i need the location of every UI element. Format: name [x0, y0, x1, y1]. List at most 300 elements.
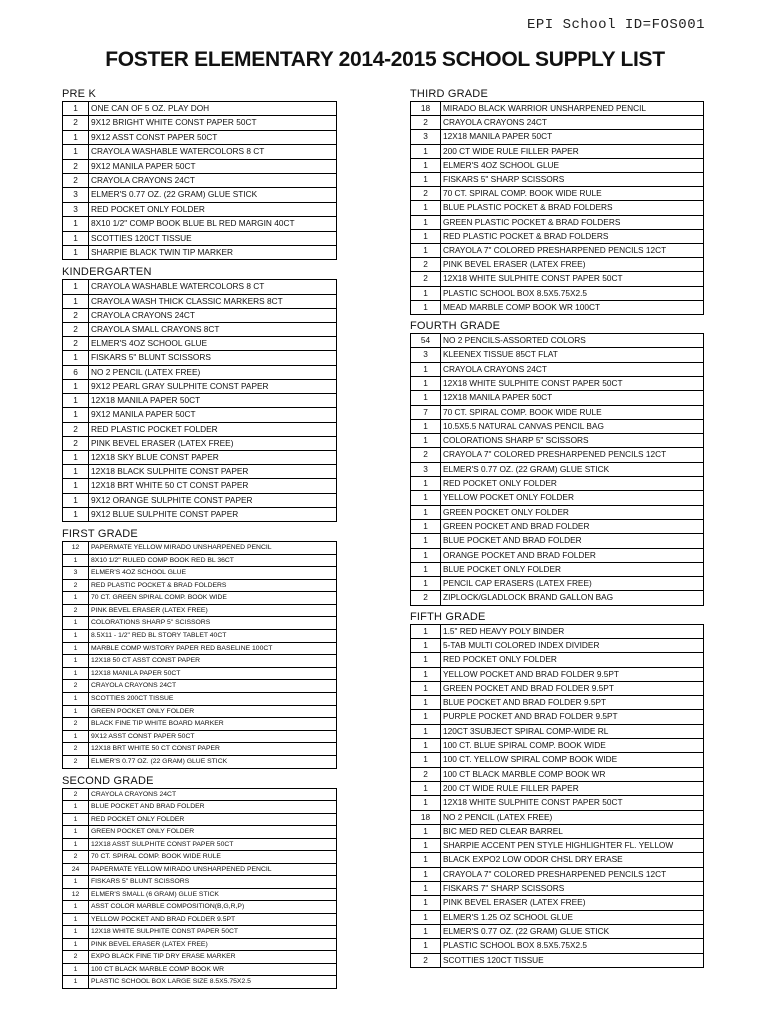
item-cell: BLUE PLASTIC POCKET & BRAD FOLDERS — [441, 201, 704, 215]
table-row — [411, 229, 704, 243]
table-row — [63, 604, 337, 617]
quantity-cell: 1 — [411, 724, 441, 738]
item-cell: 10.5X5.5 NATURAL CANVAS PENCIL BAG — [441, 419, 704, 433]
table-row — [411, 896, 704, 910]
table-row — [411, 882, 704, 896]
item-cell: FISKARS 7" SHARP SCISSORS — [441, 882, 704, 896]
section-second-grade — [62, 775, 337, 989]
table-row — [63, 592, 337, 605]
table-row — [63, 159, 337, 173]
quantity-cell: 1 — [63, 294, 89, 308]
item-cell: BLUE POCKET ONLY FOLDER — [441, 562, 704, 576]
item-cell: CRAYOLA 7" COLORED PRESHARPENED PENCILS 12CT — [441, 244, 704, 258]
item-cell: GREEN POCKET AND BRAD FOLDER 9.5PT — [441, 681, 704, 695]
table-row — [411, 102, 704, 116]
table-row — [411, 215, 704, 229]
quantity-cell: 1 — [63, 938, 89, 951]
item-cell: MEAD MARBLE COMP BOOK WR 100CT — [441, 300, 704, 314]
item-cell: 12X18 WHITE SULPHITE CONST PAPER 50CT — [441, 796, 704, 810]
table-row — [411, 462, 704, 476]
supply-table — [62, 279, 337, 521]
table-row — [63, 294, 337, 308]
quantity-cell: 2 — [63, 951, 89, 964]
item-cell: 12X18 ASST SULPHITE CONST PAPER 50CT — [89, 838, 337, 851]
item-cell: ORANGE POCKET AND BRAD FOLDER — [441, 548, 704, 562]
left-column — [62, 88, 337, 989]
item-cell: 12X18 MANILA PAPER 50CT — [89, 394, 337, 408]
table-row — [411, 348, 704, 362]
quantity-cell: 1 — [411, 391, 441, 405]
item-cell: PINK BEVEL ERASER (LATEX FREE) — [89, 436, 337, 450]
item-cell: 9X12 ASST CONST PAPER 50CT — [89, 130, 337, 144]
quantity-cell: 2 — [411, 591, 441, 605]
item-cell: 8.5X11 - 1/2" RED BL STORY TABLET 40CT — [89, 630, 337, 643]
quantity-cell: 1 — [411, 491, 441, 505]
table-row — [411, 910, 704, 924]
item-cell: PLASTIC SCHOOL BOX 8.5X5.75X2.5 — [441, 286, 704, 300]
quantity-cell: 1 — [63, 876, 89, 889]
school-id: EPI School ID=FOS001 — [526, 17, 705, 33]
quantity-cell: 1 — [411, 939, 441, 953]
table-row — [411, 667, 704, 681]
table-row — [411, 624, 704, 638]
item-cell: 100 CT. YELLOW SPIRAL COMP BOOK WIDE — [441, 753, 704, 767]
item-cell: 9X12 BLUE SULPHITE CONST PAPER — [89, 507, 337, 521]
quantity-cell: 1 — [411, 173, 441, 187]
table-row — [63, 174, 337, 188]
quantity-cell: 2 — [63, 436, 89, 450]
quantity-cell: 1 — [63, 351, 89, 365]
table-row — [63, 938, 337, 951]
table-row — [411, 824, 704, 838]
item-cell: ELMER'S 0.77 OZ. (22 GRAM) GLUE STICK — [441, 924, 704, 938]
quantity-cell: 2 — [63, 579, 89, 592]
item-cell: PURPLE POCKET AND BRAD FOLDER 9.5PT — [441, 710, 704, 724]
quantity-cell: 1 — [63, 693, 89, 706]
item-cell: SCOTTIES 120CT TISSUE — [441, 953, 704, 967]
item-cell: BLACK FINE TIP WHITE BOARD MARKER — [89, 718, 337, 731]
quantity-cell: 1 — [63, 617, 89, 630]
quantity-cell: 1 — [63, 102, 89, 116]
table-row — [411, 739, 704, 753]
quantity-cell: 3 — [411, 348, 441, 362]
section-pre-k — [62, 88, 337, 260]
item-cell: PINK BEVEL ERASER (LATEX FREE) — [441, 896, 704, 910]
table-row — [411, 362, 704, 376]
quantity-cell: 1 — [411, 215, 441, 229]
table-row — [63, 479, 337, 493]
table-row — [63, 450, 337, 464]
item-cell: 9X12 ASST CONST PAPER 50CT — [89, 730, 337, 743]
item-cell: GREEN POCKET ONLY FOLDER — [441, 505, 704, 519]
table-row — [411, 419, 704, 433]
item-cell: RED POCKET ONLY FOLDER — [441, 477, 704, 491]
quantity-cell: 12 — [63, 888, 89, 901]
item-cell: 12X18 BRT WHITE 50 CT CONST PAPER — [89, 479, 337, 493]
quantity-cell: 1 — [63, 801, 89, 814]
item-cell: CRAYOLA WASHABLE WATERCOLORS 8 CT — [89, 280, 337, 294]
table-row — [63, 617, 337, 630]
quantity-cell: 2 — [63, 788, 89, 801]
quantity-cell: 1 — [63, 592, 89, 605]
supply-table — [62, 101, 337, 260]
item-cell: KLEENEX TISSUE 85CT FLAT — [441, 348, 704, 362]
item-cell: 9X12 PEARL GRAY SULPHITE CONST PAPER — [89, 379, 337, 393]
item-cell: 100 CT BLACK MARBLE COMP BOOK WR — [89, 963, 337, 976]
item-cell: RED PLASTIC POCKET & BRAD FOLDERS — [89, 579, 337, 592]
section-heading: PRE K — [62, 88, 97, 100]
quantity-cell: 2 — [63, 116, 89, 130]
table-row — [411, 867, 704, 881]
item-cell: MIRADO BLACK WARRIOR UNSHARPENED PENCIL — [441, 102, 704, 116]
quantity-cell: 1 — [411, 144, 441, 158]
quantity-cell: 1 — [63, 280, 89, 294]
quantity-cell: 2 — [63, 743, 89, 756]
quantity-cell: 1 — [411, 667, 441, 681]
quantity-cell: 1 — [63, 913, 89, 926]
quantity-cell: 1 — [411, 696, 441, 710]
table-row — [63, 280, 337, 294]
quantity-cell: 2 — [63, 174, 89, 188]
item-cell: 200 CT WIDE RULE FILLER PAPER — [441, 781, 704, 795]
supply-table — [410, 101, 704, 315]
quantity-cell: 1 — [411, 229, 441, 243]
table-row — [411, 244, 704, 258]
table-row — [63, 642, 337, 655]
item-cell: ELMER'S 0.77 OZ. (22 GRAM) GLUE STICK — [441, 462, 704, 476]
table-row — [63, 308, 337, 322]
item-cell: GREEN POCKET ONLY FOLDER — [89, 826, 337, 839]
item-cell: BLUE POCKET AND BRAD FOLDER 9.5PT — [441, 696, 704, 710]
table-row — [63, 693, 337, 706]
table-row — [63, 951, 337, 964]
table-row — [411, 753, 704, 767]
table-row — [63, 567, 337, 580]
quantity-cell: 1 — [63, 730, 89, 743]
item-cell: 12X18 50 CT ASST CONST PAPER — [89, 655, 337, 668]
quantity-cell: 1 — [63, 493, 89, 507]
section-heading: SECOND GRADE — [62, 774, 154, 787]
item-cell: 12X18 WHITE SULPHITE CONST PAPER 50CT — [441, 272, 704, 286]
page-title: FOSTER ELEMENTARY 2014-2015 SCHOOL SUPPLY LIST — [105, 48, 665, 71]
item-cell: RED POCKET ONLY FOLDER — [89, 202, 337, 216]
item-cell: 70 CT. SPIRAL COMP. BOOK WIDE RULE — [89, 851, 337, 864]
table-row — [411, 710, 704, 724]
table-row — [411, 158, 704, 172]
quantity-cell: 1 — [411, 434, 441, 448]
item-cell: 12X18 WHITE SULPHITE CONST PAPER 50CT — [89, 926, 337, 939]
quantity-cell: 1 — [63, 963, 89, 976]
quantity-cell: 1 — [411, 286, 441, 300]
quantity-cell: 1 — [63, 465, 89, 479]
quantity-cell: 1 — [63, 813, 89, 826]
item-cell: COLORATIONS SHARP 5" SCISSORS — [441, 434, 704, 448]
item-cell: 9X12 BRIGHT WHITE CONST PAPER 50CT — [89, 116, 337, 130]
item-cell: SCOTTIES 200CT TISSUE — [89, 693, 337, 706]
quantity-cell: 1 — [411, 739, 441, 753]
table-row — [63, 876, 337, 889]
item-cell: PAPERMATE YELLOW MIRADO UNSHARPENED PENCIL — [89, 863, 337, 876]
item-cell: CRAYOLA SMALL CRAYONS 8CT — [89, 323, 337, 337]
quantity-cell: 1 — [411, 548, 441, 562]
item-cell: YELLOW POCKET AND BRAD FOLDER 9.5PT — [441, 667, 704, 681]
table-row — [63, 718, 337, 731]
table-row — [63, 926, 337, 939]
item-cell: CRAYOLA WASH THICK CLASSIC MARKERS 8CT — [89, 294, 337, 308]
section-fifth-grade — [410, 611, 704, 968]
table-row — [411, 548, 704, 562]
section-heading: KINDERGARTEN — [62, 266, 152, 279]
quantity-cell: 1 — [411, 638, 441, 652]
quantity-cell: 12 — [63, 541, 89, 554]
quantity-cell: 2 — [411, 448, 441, 462]
table-row — [411, 116, 704, 130]
item-cell: CRAYOLA CRAYONS 24CT — [441, 362, 704, 376]
item-cell: YELLOW POCKET AND BRAD FOLDER 9.5PT — [89, 913, 337, 926]
table-row — [63, 231, 337, 245]
section-heading: FIRST GRADE — [62, 527, 138, 540]
quantity-cell: 1 — [411, 924, 441, 938]
item-cell: ELMER'S 0.77 OZ. (22 GRAM) GLUE STICK — [89, 188, 337, 202]
right-column — [410, 88, 704, 968]
table-row — [411, 448, 704, 462]
item-cell: BIC MED RED CLEAR BARREL — [441, 824, 704, 838]
quantity-cell: 2 — [411, 116, 441, 130]
item-cell: GREEN POCKET ONLY FOLDER — [89, 705, 337, 718]
table-row — [63, 188, 337, 202]
supply-table — [62, 788, 337, 989]
table-row — [63, 838, 337, 851]
table-row — [63, 756, 337, 769]
table-row — [411, 724, 704, 738]
table-row — [63, 130, 337, 144]
table-row — [63, 913, 337, 926]
quantity-cell: 1 — [63, 667, 89, 680]
table-row — [411, 272, 704, 286]
table-row — [63, 507, 337, 521]
quantity-cell: 1 — [63, 394, 89, 408]
table-row — [63, 705, 337, 718]
table-row — [411, 173, 704, 187]
table-row — [63, 465, 337, 479]
quantity-cell: 1 — [411, 624, 441, 638]
section-heading: FOURTH GRADE — [410, 320, 501, 333]
section-heading: FIFTH GRADE — [410, 610, 486, 623]
table-row — [63, 813, 337, 826]
item-cell: 9X12 MANILA PAPER 50CT — [89, 408, 337, 422]
quantity-cell: 1 — [411, 244, 441, 258]
item-cell: RED PLASTIC POCKET FOLDER — [89, 422, 337, 436]
quantity-cell: 1 — [411, 201, 441, 215]
item-cell: BLACK EXPO2 LOW ODOR CHSL DRY ERASE — [441, 853, 704, 867]
table-row — [63, 202, 337, 216]
item-cell: CRAYOLA CRAYONS 24CT — [89, 680, 337, 693]
table-row — [411, 681, 704, 695]
quantity-cell: 2 — [63, 718, 89, 731]
table-row — [411, 562, 704, 576]
quantity-cell: 1 — [411, 710, 441, 724]
table-row — [411, 405, 704, 419]
quantity-cell: 1 — [411, 839, 441, 853]
item-cell: 70 CT. SPIRAL COMP. BOOK WIDE RULE — [441, 187, 704, 201]
quantity-cell: 54 — [411, 334, 441, 348]
item-cell: 12X18 WHITE SULPHITE CONST PAPER 50CT — [441, 376, 704, 390]
table-row — [411, 201, 704, 215]
quantity-cell: 1 — [63, 976, 89, 989]
quantity-cell: 1 — [63, 479, 89, 493]
quantity-cell: 2 — [63, 604, 89, 617]
item-cell: EXPO BLACK FINE TIP DRY ERASE MARKER — [89, 951, 337, 964]
item-cell: NO 2 PENCILS-ASSORTED COLORS — [441, 334, 704, 348]
table-row — [63, 976, 337, 989]
item-cell: PAPERMATE YELLOW MIRADO UNSHARPENED PENCIL — [89, 541, 337, 554]
table-row — [411, 767, 704, 781]
table-row — [411, 505, 704, 519]
item-cell: 100 CT BLACK MARBLE COMP BOOK WR — [441, 767, 704, 781]
quantity-cell: 1 — [411, 653, 441, 667]
quantity-cell: 2 — [63, 323, 89, 337]
item-cell: FISKARS 5" SHARP SCISSORS — [441, 173, 704, 187]
table-row — [63, 493, 337, 507]
item-cell: 9X12 ORANGE SULPHITE CONST PAPER — [89, 493, 337, 507]
table-row — [63, 541, 337, 554]
table-row — [411, 376, 704, 390]
item-cell: CRAYOLA CRAYONS 24CT — [89, 308, 337, 322]
item-cell: PENCIL CAP ERASERS (LATEX FREE) — [441, 577, 704, 591]
supply-table — [410, 624, 704, 968]
item-cell: 12X18 BRT WHITE 50 CT CONST PAPER — [89, 743, 337, 756]
table-row — [63, 351, 337, 365]
quantity-cell: 1 — [411, 882, 441, 896]
item-cell: ELMER'S 1.25 OZ SCHOOL GLUE — [441, 910, 704, 924]
item-cell: YELLOW POCKET ONLY FOLDER — [441, 491, 704, 505]
item-cell: 9X12 MANILA PAPER 50CT — [89, 159, 337, 173]
section-third-grade — [410, 88, 704, 315]
item-cell: ELMER'S SMALL (6 GRAM) GLUE STICK — [89, 888, 337, 901]
quantity-cell: 1 — [63, 655, 89, 668]
table-row — [63, 337, 337, 351]
quantity-cell: 1 — [63, 926, 89, 939]
quantity-cell: 1 — [63, 145, 89, 159]
item-cell: PINK BEVEL ERASER (LATEX FREE) — [89, 938, 337, 951]
section-kindergarten — [62, 266, 337, 521]
quantity-cell: 1 — [63, 554, 89, 567]
table-row — [411, 638, 704, 652]
quantity-cell: 1 — [63, 246, 89, 260]
item-cell: ZIPLOCK/GLADLOCK BRAND GALLON BAG — [441, 591, 704, 605]
item-cell: SHARPIE ACCENT PEN STYLE HIGHLIGHTER FL. YELLOW — [441, 839, 704, 853]
quantity-cell: 3 — [63, 188, 89, 202]
item-cell: 8X10 1/2" COMP BOOK BLUE BL RED MARGIN 40CT — [89, 217, 337, 231]
item-cell: 12X18 SKY BLUE CONST PAPER — [89, 450, 337, 464]
table-row — [411, 334, 704, 348]
item-cell: GREEN POCKET AND BRAD FOLDER — [441, 519, 704, 533]
quantity-cell: 1 — [411, 577, 441, 591]
table-row — [63, 379, 337, 393]
quantity-cell: 3 — [411, 130, 441, 144]
quantity-cell: 1 — [411, 362, 441, 376]
item-cell: 8X10 1/2" RULED COMP BOOK RED BL 36CT — [89, 554, 337, 567]
item-cell: COLORATIONS SHARP 5" SCISSORS — [89, 617, 337, 630]
quantity-cell: 1 — [411, 796, 441, 810]
table-row — [63, 116, 337, 130]
quantity-cell: 1 — [63, 838, 89, 851]
item-cell: SHARPIE BLACK TWIN TIP MARKER — [89, 246, 337, 260]
table-row — [411, 130, 704, 144]
table-row — [411, 391, 704, 405]
item-cell: ELMER'S 0.77 OZ. (22 GRAM) GLUE STICK — [89, 756, 337, 769]
table-row — [63, 680, 337, 693]
item-cell: CRAYOLA CRAYONS 24CT — [89, 174, 337, 188]
table-row — [63, 655, 337, 668]
quantity-cell: 1 — [411, 477, 441, 491]
table-row — [411, 653, 704, 667]
quantity-cell: 1 — [63, 130, 89, 144]
item-cell: MARBLE COMP W/STORY PAPER RED BASELINE 100CT — [89, 642, 337, 655]
table-row — [411, 781, 704, 795]
item-cell: PINK BEVEL ERASER (LATEX FREE) — [441, 258, 704, 272]
quantity-cell: 1 — [411, 519, 441, 533]
quantity-cell: 1 — [411, 867, 441, 881]
section-fourth-grade — [410, 320, 704, 606]
table-row — [63, 743, 337, 756]
table-row — [411, 853, 704, 867]
table-row — [411, 953, 704, 967]
supply-table — [62, 541, 337, 769]
quantity-cell: 1 — [411, 534, 441, 548]
item-cell: BLUE POCKET AND BRAD FOLDER — [89, 801, 337, 814]
quantity-cell: 2 — [411, 767, 441, 781]
item-cell: CRAYOLA CRAYONS 24CT — [441, 116, 704, 130]
item-cell: GREEN PLASTIC POCKET & BRAD FOLDERS — [441, 215, 704, 229]
item-cell: PLASTIC SCHOOL BOX 8.5X5.75X2.5 — [441, 939, 704, 953]
item-cell: CRAYOLA CRAYONS 24CT — [89, 788, 337, 801]
table-row — [63, 863, 337, 876]
quantity-cell: 2 — [63, 851, 89, 864]
quantity-cell: 2 — [63, 756, 89, 769]
item-cell: RED POCKET ONLY FOLDER — [441, 653, 704, 667]
table-row — [411, 477, 704, 491]
quantity-cell: 3 — [411, 462, 441, 476]
quantity-cell: 1 — [63, 231, 89, 245]
quantity-cell: 1 — [411, 681, 441, 695]
item-cell: RED POCKET ONLY FOLDER — [89, 813, 337, 826]
table-row — [63, 888, 337, 901]
supply-table — [410, 333, 704, 606]
item-cell: 70 CT. SPIRAL COMP. BOOK WIDE RULE — [441, 405, 704, 419]
quantity-cell: 1 — [63, 408, 89, 422]
quantity-cell: 1 — [63, 705, 89, 718]
table-row — [63, 963, 337, 976]
item-cell: 70 CT. GREEN SPIRAL COMP. BOOK WIDE — [89, 592, 337, 605]
table-row — [411, 810, 704, 824]
table-row — [63, 730, 337, 743]
quantity-cell: 24 — [63, 863, 89, 876]
item-cell: 100 CT. BLUE SPIRAL COMP. BOOK WIDE — [441, 739, 704, 753]
table-row — [63, 102, 337, 116]
table-row — [411, 144, 704, 158]
table-row — [411, 924, 704, 938]
item-cell: 12X18 MANILA PAPER 50CT — [441, 130, 704, 144]
quantity-cell: 3 — [63, 202, 89, 216]
item-cell: RED PLASTIC POCKET & BRAD FOLDERS — [441, 229, 704, 243]
item-cell: ELMER'S 4OZ SCHOOL GLUE — [89, 337, 337, 351]
table-row — [411, 696, 704, 710]
quantity-cell: 1 — [411, 753, 441, 767]
quantity-cell: 1 — [411, 781, 441, 795]
item-cell: NO 2 PENCIL (LATEX FREE) — [441, 810, 704, 824]
item-cell: ASST COLOR MARBLE COMPOSITION(B,G,R,P) — [89, 901, 337, 914]
